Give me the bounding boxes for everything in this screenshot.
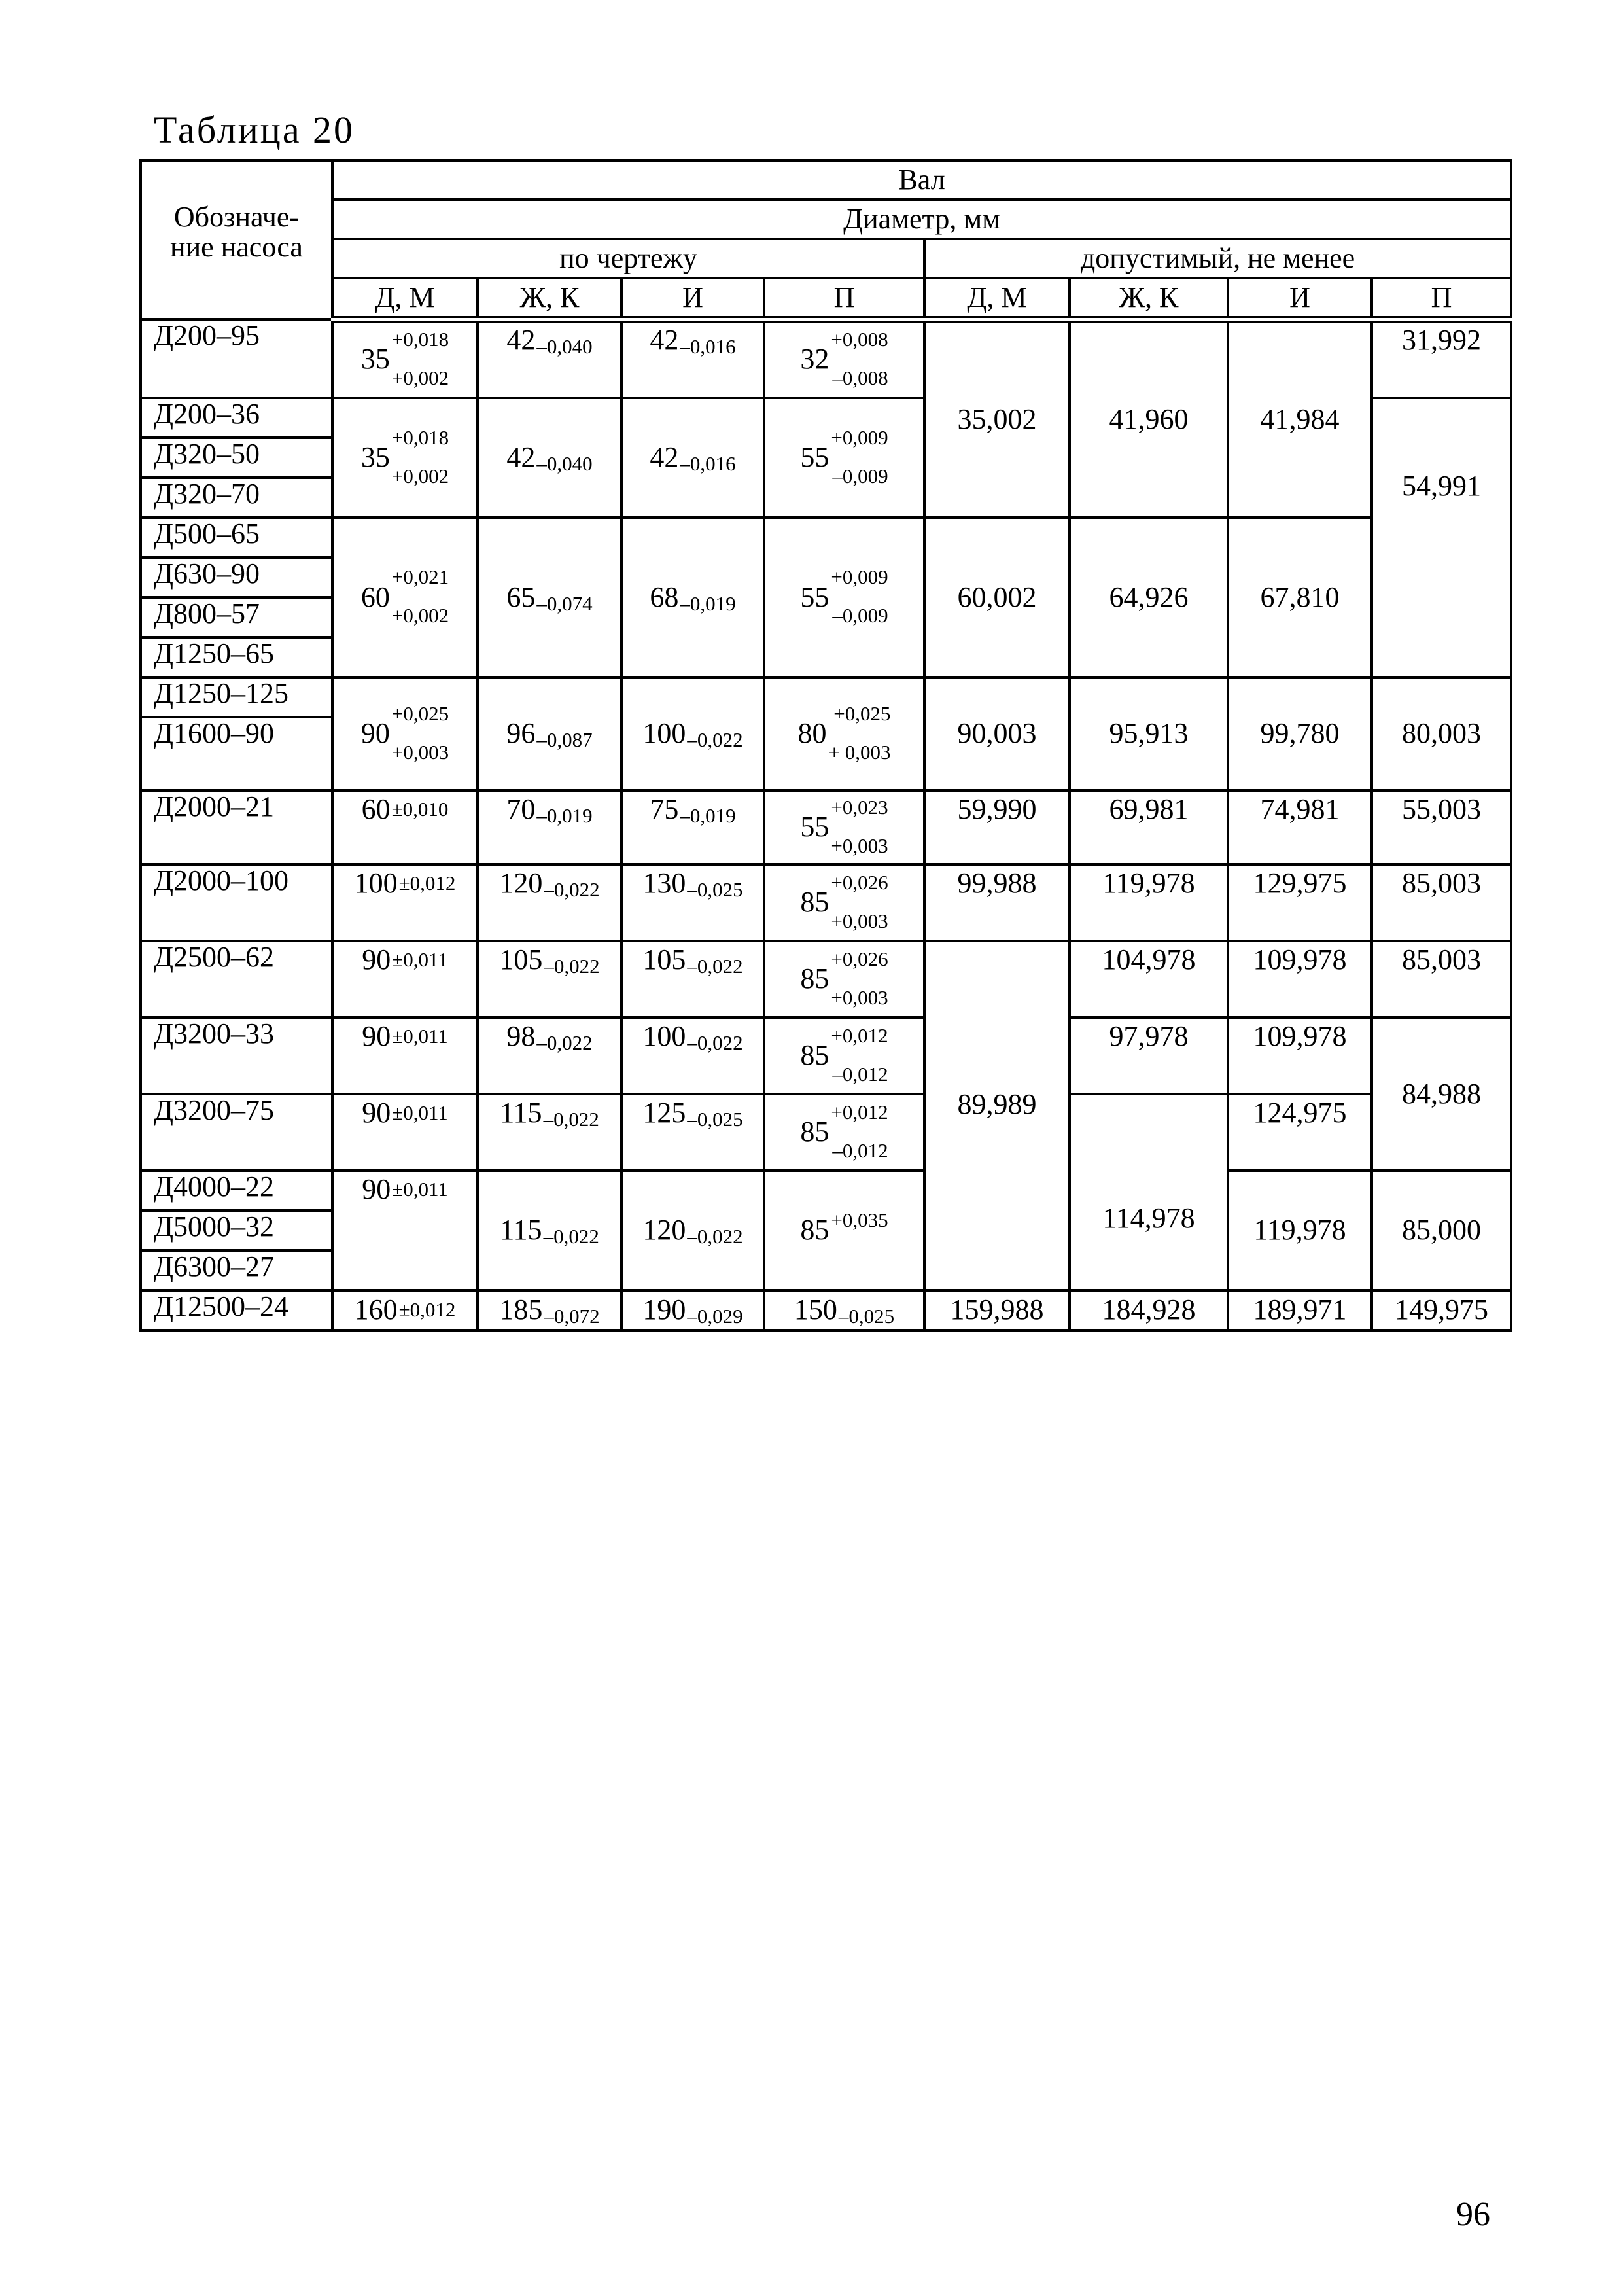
nominal-size: 80 <box>797 717 827 750</box>
nominal-size: 55 <box>800 441 829 474</box>
header-sub: И <box>1228 278 1372 319</box>
header-sub: П <box>1372 278 1511 319</box>
value-cell: 64,926 <box>1070 518 1228 677</box>
tolerance-cell <box>478 398 621 518</box>
tolerance-cell <box>332 1171 478 1290</box>
tolerance-cell <box>764 677 924 790</box>
upper-deviation: +0,009 <box>831 565 888 588</box>
tolerance-value <box>360 327 449 389</box>
value-cell: 119,978 <box>1070 864 1228 941</box>
pump-name: Д3200–75 <box>141 1094 332 1171</box>
nominal-size: 96 <box>506 717 536 750</box>
value-cell: 114,978 <box>1070 1094 1228 1290</box>
nominal-size: 85 <box>800 1116 829 1148</box>
value-cell: 80,003 <box>1372 677 1511 790</box>
deviation-stack <box>391 425 449 487</box>
deviation-stack <box>831 1209 888 1241</box>
lower-deviation: –0,074 <box>536 592 593 615</box>
nominal-size: 32 <box>800 343 829 376</box>
value-cell: 84,988 <box>1372 1017 1511 1171</box>
pump-name: Д2000–21 <box>141 790 332 864</box>
value-cell: 69,981 <box>1070 790 1228 864</box>
tolerance-value <box>355 1295 456 1325</box>
nominal-size: 120 <box>642 1214 686 1246</box>
value-cell: 85,000 <box>1372 1171 1511 1290</box>
tolerance-value <box>642 1294 743 1328</box>
symmetric-deviation: ±0,012 <box>398 871 456 894</box>
pump-name: Д2000–100 <box>141 864 332 941</box>
tolerance-cell <box>764 790 924 864</box>
nominal-size: 68 <box>650 580 679 613</box>
nominal-size: 105 <box>499 944 543 976</box>
tolerance-value <box>355 868 456 898</box>
deviation-stack <box>831 425 888 487</box>
value-cell: 35,002 <box>924 319 1070 518</box>
nominal-size: 65 <box>506 580 536 613</box>
nominal-size: 35 <box>360 441 390 474</box>
tolerance-cell <box>478 1290 621 1330</box>
tolerance-cell <box>621 398 764 518</box>
deviation-stack <box>391 701 449 764</box>
nominal-size: 55 <box>800 811 829 843</box>
tolerance-value <box>506 441 593 476</box>
tolerance-value <box>650 793 736 827</box>
header-sub: П <box>764 278 924 319</box>
nominal-size: 85 <box>800 1039 829 1072</box>
value-cell: 159,988 <box>924 1290 1070 1330</box>
upper-deviation: +0,018 <box>391 327 449 351</box>
nominal-size: 90 <box>362 944 391 976</box>
nominal-size: 100 <box>642 717 686 750</box>
symmetric-deviation: ±0,011 <box>392 947 448 971</box>
tolerance-value <box>642 717 743 752</box>
pump-name: Д5000–32 <box>141 1210 332 1250</box>
symmetric-deviation: ±0,012 <box>398 1298 456 1322</box>
nominal-size: 90 <box>362 1097 391 1129</box>
nominal-size: 60 <box>361 793 391 825</box>
tolerance-cell <box>332 1290 478 1330</box>
lower-deviation: –0,022 <box>536 1031 593 1054</box>
tolerance-value <box>650 580 736 615</box>
tolerance-value <box>800 425 888 487</box>
nominal-size: 42 <box>650 324 679 356</box>
pump-name: Д200–36 <box>141 398 332 438</box>
lower-deviation: –0,022 <box>544 877 600 901</box>
tolerance-cell <box>621 518 764 677</box>
nominal-size: 75 <box>650 793 679 825</box>
lower-deviation: –0,040 <box>536 334 593 358</box>
nominal-size: 85 <box>800 1214 829 1246</box>
tolerance-cell <box>764 1171 924 1290</box>
tolerance-value <box>800 565 888 627</box>
value-cell: 90,003 <box>924 677 1070 790</box>
nominal-size: 42 <box>650 441 679 474</box>
lower-deviation: –0,009 <box>832 464 888 487</box>
value-cell: 95,913 <box>1070 677 1228 790</box>
pump-name: Д320–50 <box>141 438 332 478</box>
header-drawing: по чертежу <box>332 239 924 278</box>
tolerance-cell <box>478 941 621 1017</box>
upper-deviation: +0,008 <box>831 327 888 351</box>
tolerance-cell <box>332 518 478 677</box>
upper-deviation: +0,018 <box>391 425 449 449</box>
header-sub: Д, М <box>924 278 1070 319</box>
tolerance-value <box>500 1214 599 1248</box>
tolerance-value <box>794 1294 895 1328</box>
lower-deviation: –0,022 <box>687 728 743 752</box>
value-cell: 97,978 <box>1070 1017 1228 1094</box>
lower-deviation: –0,025 <box>687 1107 743 1131</box>
deviation-stack <box>831 1100 888 1162</box>
lower-deviation: –0,072 <box>544 1305 600 1328</box>
upper-deviation: +0,035 <box>831 1209 888 1231</box>
lower-deviation: –0,087 <box>536 728 593 752</box>
tolerance-cell <box>764 319 924 398</box>
nominal-size: 98 <box>506 1020 536 1052</box>
nominal-size: 115 <box>500 1214 542 1246</box>
nominal-size: 90 <box>360 717 390 750</box>
upper-deviation: +0,026 <box>831 870 888 894</box>
lower-deviation: –0,022 <box>544 954 600 978</box>
symmetric-deviation: ±0,011 <box>392 1024 448 1048</box>
header-pump <box>141 160 332 319</box>
lower-deviation: +0,003 <box>831 834 888 857</box>
table-caption: Таблица 20 <box>154 109 355 151</box>
nominal-size: 90 <box>362 1020 391 1052</box>
tolerance-cell <box>764 518 924 677</box>
value-cell: 99,780 <box>1228 677 1372 790</box>
tolerance-value <box>642 867 743 901</box>
tolerance-cell <box>478 1094 621 1171</box>
tolerance-cell <box>332 1094 478 1171</box>
tolerance-value <box>642 944 743 978</box>
header-diameter: Диаметр, мм <box>332 200 1511 239</box>
pump-name: Д12500–24 <box>141 1290 332 1330</box>
tolerance-value <box>362 794 449 824</box>
lower-deviation: +0,003 <box>831 909 888 932</box>
lower-deviation: –0,022 <box>543 1107 599 1131</box>
tolerance-value <box>360 701 449 764</box>
pump-name: Д4000–22 <box>141 1171 332 1210</box>
tolerance-cell <box>764 1094 924 1171</box>
value-cell: 54,991 <box>1372 398 1511 677</box>
lower-deviation: –0,025 <box>687 877 743 901</box>
lower-deviation: –0,040 <box>536 452 593 476</box>
value-cell: 119,978 <box>1228 1171 1372 1290</box>
tolerance-value <box>800 1100 888 1162</box>
nominal-size: 55 <box>800 580 829 613</box>
lower-deviation: +0,002 <box>391 604 449 627</box>
header-sub: Д, М <box>332 278 478 319</box>
nominal-size: 85 <box>800 886 829 919</box>
tolerance-value <box>506 1020 593 1054</box>
header-sub: Ж, К <box>478 278 621 319</box>
tolerance-cell <box>621 677 764 790</box>
lower-deviation: + 0,003 <box>828 740 891 764</box>
tolerance-value <box>500 1097 599 1131</box>
nominal-size: 90 <box>362 1173 391 1205</box>
pump-name: Д320–70 <box>141 478 332 518</box>
value-cell: 74,981 <box>1228 790 1372 864</box>
deviation-stack <box>831 565 888 627</box>
tolerance-cell <box>764 941 924 1017</box>
deviation-stack <box>831 327 888 389</box>
tolerance-value <box>360 425 449 487</box>
deviation-stack <box>831 1023 888 1086</box>
tolerance-cell <box>764 1017 924 1094</box>
value-cell: 89,989 <box>924 941 1070 1290</box>
upper-deviation: +0,023 <box>831 795 888 819</box>
tolerance-value <box>800 870 888 932</box>
tolerance-value <box>800 1209 888 1246</box>
tolerance-cell <box>478 1171 621 1290</box>
deviation-stack <box>831 795 888 857</box>
tolerance-value <box>362 1174 448 1205</box>
tolerance-value <box>800 795 888 857</box>
value-cell: 99,988 <box>924 864 1070 941</box>
nominal-size: 130 <box>642 867 686 899</box>
value-cell: 124,975 <box>1228 1094 1372 1171</box>
lower-deviation: –0,029 <box>687 1305 743 1328</box>
value-cell: 55,003 <box>1372 790 1511 864</box>
pump-name: Д500–65 <box>141 518 332 557</box>
tolerance-cell <box>332 864 478 941</box>
value-cell: 149,975 <box>1372 1290 1511 1330</box>
upper-deviation: +0,021 <box>391 565 449 588</box>
tolerance-cell <box>621 864 764 941</box>
deviation-stack <box>391 565 449 627</box>
tolerance-cell <box>621 1017 764 1094</box>
tolerance-cell <box>332 398 478 518</box>
symmetric-deviation: ±0,010 <box>391 797 449 821</box>
lower-deviation: –0,025 <box>838 1305 895 1328</box>
value-cell: 60,002 <box>924 518 1070 677</box>
tolerance-value <box>797 701 891 764</box>
upper-deviation: +0,012 <box>831 1023 888 1047</box>
pump-name: Д1250–65 <box>141 637 332 677</box>
nominal-size: 60 <box>360 580 390 613</box>
tolerance-value <box>642 1097 743 1131</box>
upper-deviation: +0,025 <box>833 701 891 725</box>
lower-deviation: –0,012 <box>832 1062 888 1086</box>
tolerance-cell <box>621 1290 764 1330</box>
tolerance-cell <box>764 1290 924 1330</box>
nominal-size: 85 <box>800 963 829 995</box>
lower-deviation: –0,016 <box>680 334 736 358</box>
value-cell: 184,928 <box>1070 1290 1228 1330</box>
tolerance-cell <box>478 1017 621 1094</box>
upper-deviation: +0,026 <box>831 947 888 970</box>
tolerance-cell <box>621 319 764 398</box>
tolerance-value <box>499 944 600 978</box>
nominal-size: 125 <box>642 1097 686 1129</box>
tolerance-value <box>506 717 593 752</box>
lower-deviation: –0,016 <box>680 452 736 476</box>
lower-deviation: –0,008 <box>832 366 888 389</box>
deviation-stack <box>828 701 891 764</box>
header-sub: И <box>621 278 764 319</box>
tolerance-cell <box>332 677 478 790</box>
pump-name: Д3200–33 <box>141 1017 332 1094</box>
nominal-size: 120 <box>499 867 543 899</box>
header-pump-line2: ние насоса <box>170 231 303 264</box>
nominal-size: 42 <box>506 441 536 474</box>
lower-deviation: –0,022 <box>687 954 743 978</box>
nominal-size: 35 <box>360 343 390 376</box>
pump-name: Д1600–90 <box>141 717 332 790</box>
lower-deviation: –0,022 <box>543 1225 599 1248</box>
tolerance-value <box>506 580 593 615</box>
tolerance-cell <box>332 1017 478 1094</box>
tolerance-value <box>360 565 449 627</box>
header-allowed: допустимый, не менее <box>924 239 1511 278</box>
value-cell: 85,003 <box>1372 941 1511 1017</box>
tolerance-cell <box>478 790 621 864</box>
nominal-size: 70 <box>506 793 536 825</box>
pump-name: Д1250–125 <box>141 677 332 717</box>
tolerance-value <box>642 1214 743 1248</box>
page-number: 96 <box>1456 2196 1490 2233</box>
lower-deviation: –0,009 <box>832 604 888 627</box>
deviation-stack <box>831 947 888 1009</box>
tolerance-cell <box>621 1094 764 1171</box>
lower-deviation: +0,002 <box>391 464 449 487</box>
pump-name: Д800–57 <box>141 597 332 637</box>
nominal-size: 185 <box>499 1294 543 1326</box>
pump-name: Д200–95 <box>141 319 332 398</box>
tolerance-value <box>800 947 888 1009</box>
tolerance-value <box>499 1294 600 1328</box>
tolerance-cell <box>332 319 478 398</box>
symmetric-deviation: ±0,011 <box>392 1101 448 1124</box>
value-cell: 67,810 <box>1228 518 1372 677</box>
value-cell: 31,992 <box>1372 319 1511 398</box>
tolerance-cell <box>764 398 924 518</box>
tolerance-cell <box>764 864 924 941</box>
upper-deviation: +0,012 <box>831 1100 888 1123</box>
lower-deviation: +0,003 <box>391 740 449 764</box>
tolerance-cell <box>478 864 621 941</box>
value-cell: 41,960 <box>1070 319 1228 518</box>
tolerance-cell <box>621 790 764 864</box>
upper-deviation: +0,025 <box>391 701 449 725</box>
tolerance-value <box>362 1021 448 1051</box>
nominal-size: 115 <box>500 1097 542 1129</box>
symmetric-deviation: ±0,011 <box>392 1177 448 1201</box>
nominal-size: 100 <box>354 867 398 899</box>
tolerance-value <box>362 945 448 975</box>
nominal-size: 150 <box>794 1294 837 1326</box>
value-cell: 109,978 <box>1228 1017 1372 1094</box>
nominal-size: 42 <box>506 324 536 356</box>
nominal-size: 160 <box>354 1294 398 1326</box>
header-sub: Ж, К <box>1070 278 1228 319</box>
value-cell: 129,975 <box>1228 864 1372 941</box>
tolerance-cell <box>478 518 621 677</box>
value-cell: 41,984 <box>1228 319 1372 518</box>
tolerance-cell <box>621 1171 764 1290</box>
tolerance-value <box>499 867 600 901</box>
value-cell: 59,990 <box>924 790 1070 864</box>
tolerance-cell <box>332 790 478 864</box>
lower-deviation: –0,019 <box>680 804 736 827</box>
nominal-size: 190 <box>642 1294 686 1326</box>
tolerance-cell <box>332 941 478 1017</box>
shaft-diameter-table <box>139 159 1512 1332</box>
header-shaft: Вал <box>332 160 1511 200</box>
tolerance-value <box>506 793 593 827</box>
tolerance-value <box>506 324 593 358</box>
pump-name: Д630–90 <box>141 557 332 597</box>
lower-deviation: –0,022 <box>687 1031 743 1054</box>
lower-deviation: +0,003 <box>831 985 888 1009</box>
value-cell: 189,971 <box>1228 1290 1372 1330</box>
nominal-size: 100 <box>642 1020 686 1052</box>
pump-name: Д2500–62 <box>141 941 332 1017</box>
nominal-size: 105 <box>642 944 686 976</box>
value-cell: 104,978 <box>1070 941 1228 1017</box>
tolerance-value <box>800 1023 888 1086</box>
upper-deviation: +0,009 <box>831 425 888 449</box>
tolerance-value <box>362 1098 448 1128</box>
lower-deviation: –0,012 <box>832 1139 888 1162</box>
lower-deviation: –0,019 <box>680 592 736 615</box>
value-cell: 85,003 <box>1372 864 1511 941</box>
header-pump-line1: Обозначе- <box>173 201 300 233</box>
tolerance-cell <box>478 319 621 398</box>
tolerance-cell <box>478 677 621 790</box>
lower-deviation: –0,022 <box>687 1225 743 1248</box>
lower-deviation: –0,019 <box>536 804 593 827</box>
lower-deviation: +0,002 <box>391 366 449 389</box>
deviation-stack <box>831 870 888 932</box>
tolerance-value <box>650 324 736 358</box>
tolerance-value <box>800 327 888 389</box>
deviation-stack <box>391 327 449 389</box>
tolerance-value <box>650 441 736 476</box>
value-cell: 109,978 <box>1228 941 1372 1017</box>
pump-name: Д6300–27 <box>141 1250 332 1290</box>
tolerance-value <box>642 1020 743 1054</box>
tolerance-cell <box>621 941 764 1017</box>
